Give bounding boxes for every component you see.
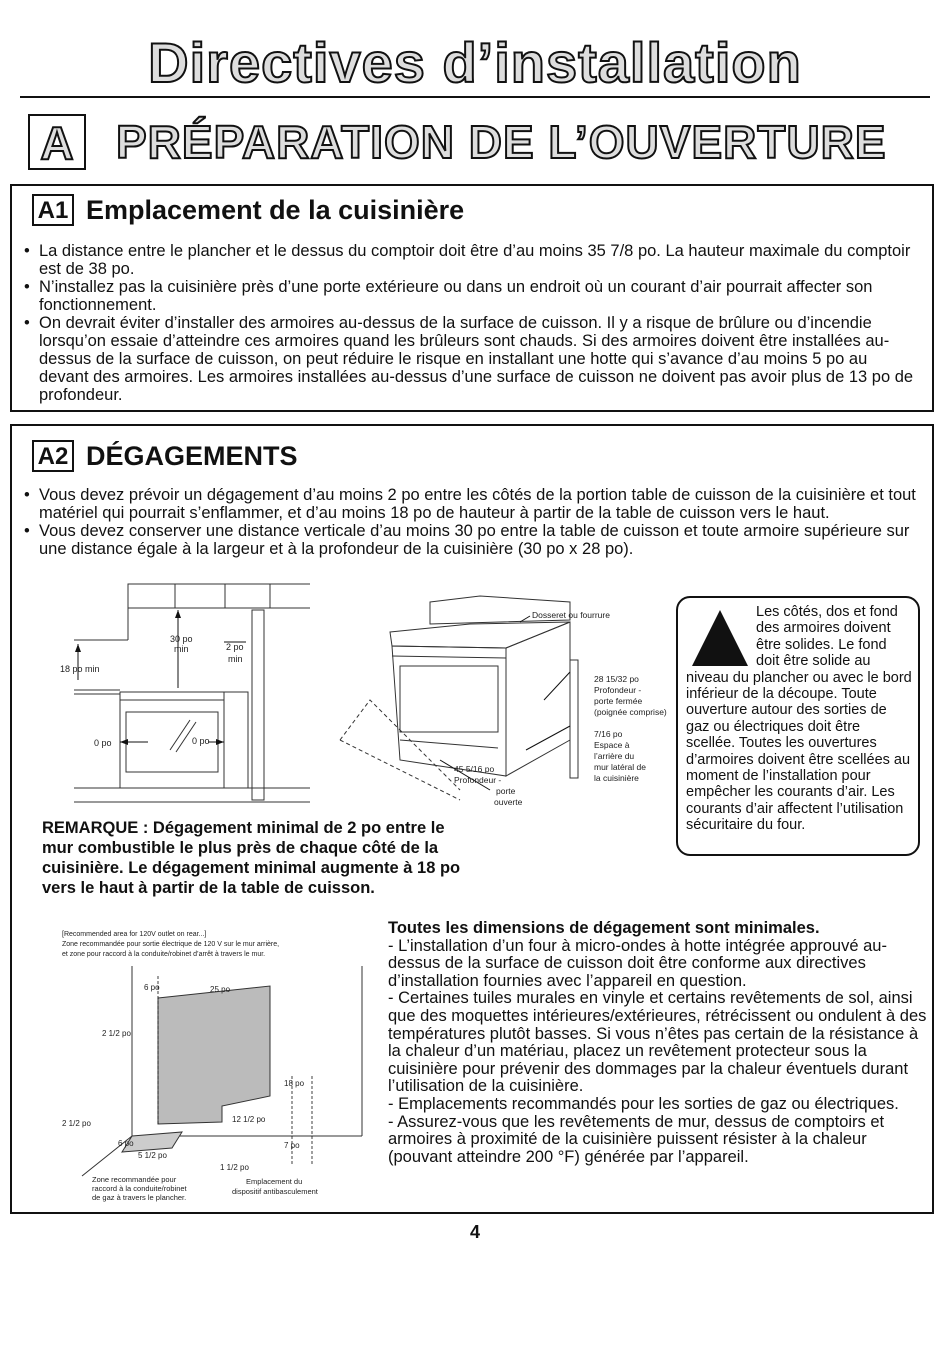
outlet-dim: 25 po	[210, 985, 231, 994]
range-label: ouverte	[494, 797, 523, 807]
a2-badge: A2	[32, 440, 74, 472]
outlet-note: Emplacement du	[246, 1177, 303, 1186]
outlet-dim: 1 1/2 po	[220, 1163, 249, 1172]
a1-heading	[32, 194, 464, 226]
a2-heading	[32, 440, 298, 472]
warning-text: Les côtés, dos et fond des armoires doivent être solides. Le fond doit être solide au niveau du plancher ou avec le bord inférieur de la découpe. Toute ouverture autour des sorties de gaz ou électriques doit être scellée. Toutes les ouvertures d’armoires doivent être scellées au moment de l’installation pour empêcher les courants d’air. Les courants d’air affectent l’utilisation sécuritaire du four.	[686, 604, 912, 834]
outlet-note: de gaz à travers le plancher.	[92, 1193, 187, 1202]
a1-bullet: • N’installez pas la cuisinière près d’une porte extérieure ou dans un endroit où un courant d’air pourrait affecter son fonctionnement.	[22, 278, 920, 314]
outlet-dim: 2 1/2 po	[102, 1029, 131, 1038]
clearance-label: 30 po	[170, 634, 193, 644]
a2-title: DÉGAGEMENTS	[86, 440, 298, 471]
range-label: 45 5/16 po	[454, 764, 495, 774]
outlet-zone	[158, 986, 270, 1124]
note-item: - Assurez-vous que les revêtements de mur, dessus de comptoirs et armoires à proximité de la cuisinière puissent résister à la chaleur (pouvant atteindre 200 °F) générée par l’appareil.	[388, 1112, 885, 1166]
range-label: 7/16 po	[594, 729, 623, 739]
range-label: porte	[496, 786, 516, 796]
range-label: Espace à	[594, 740, 630, 750]
note-item: - Emplacements recommandés pour les sorties de gaz ou électriques.	[388, 1094, 899, 1113]
outlet-dim: 6 po	[144, 983, 160, 992]
a1-title: Emplacement de la cuisinière	[86, 194, 465, 225]
clearance-label: 2 po	[226, 642, 244, 652]
notes-column	[388, 920, 933, 1166]
outlet-note: raccord à la conduite/robinet	[92, 1184, 187, 1193]
outlet-diagram	[62, 926, 382, 1202]
title-rule	[20, 96, 930, 98]
clearance-label: 0 po	[94, 738, 112, 748]
section-a-title: PRÉPARATION DE L’OUVERTURE	[116, 116, 887, 168]
outlet-dim: 18 po	[284, 1079, 305, 1088]
outlet-caption: et zone pour raccord à la conduite/robinet d’arrêt à travers le mur.	[62, 951, 266, 958]
outlet-note: Zone recommandée pour	[92, 1175, 177, 1184]
range-label: la cuisinière	[594, 773, 639, 783]
range-label: Profondeur -	[454, 775, 502, 785]
remark-text: REMARQUE : Dégagement minimal de 2 po entre le mur combustible le plus près de chaque côté de la cuisinière. Le dégagement minimal augmente à 18 po vers le haut à partir de la table de cuisson.	[42, 819, 461, 897]
outlet-caption: [Recommended area for 120V outlet on rear...]	[62, 931, 207, 938]
outlet-dim: 6 po	[118, 1139, 134, 1148]
range-label: Profondeur -	[594, 685, 642, 695]
a2-bullet: • Vous devez prévoir un dégagement d’au moins 2 po entre les côtés de la portion table de cuisson de la cuisinière et tout matériel qui pourrait s’enflammer, et d’au moins 18 po de hauteur à partir de la table de cuisson vers le haut.	[22, 486, 920, 522]
clearance-label: 0 po	[192, 736, 210, 746]
section-a-badge: A	[28, 114, 86, 170]
outlet-dim: 5 1/2 po	[138, 1151, 167, 1160]
notes-heading: Toutes les dimensions de dégagement sont minimales.	[388, 919, 820, 937]
page-number: 4	[469, 1222, 480, 1242]
range-label: l’arrière du	[594, 751, 635, 761]
clearance-label: min	[228, 654, 243, 664]
range-label: Dosseret ou fourrure	[532, 610, 610, 620]
outlet-dim: 7 po	[284, 1141, 300, 1150]
a2-bullet-list	[22, 486, 920, 558]
section-a-heading	[28, 112, 887, 172]
outlet-note: dispositif antibasculement	[232, 1187, 318, 1196]
warning-triangle-icon	[690, 608, 750, 668]
clearance-diagram	[60, 580, 310, 810]
warning-box	[676, 596, 920, 856]
a1-bullet: • On devrait éviter d’installer des armoires au-dessus de la surface de cuisson. Il y a risque de brûlure ou d’incendie lorsqu’on essaie d’atteindre ces armoires quand les brûleurs sont chauds. Si des armoires doivent être installées au-dessus de la surface de cuisson, on peut réduire le risque en installant une hotte qui s’avance d’au moins 5 po au devant des armoires. Les armoires installées au-dessus d’une surface de cuisson ne doivent pas avoir plus de 13 po de profondeur.	[22, 314, 920, 404]
outlet-dim: 2 1/2 po	[62, 1119, 91, 1128]
clearance-label: min	[174, 644, 189, 654]
range-diagram	[330, 590, 670, 815]
panel-a1	[10, 184, 934, 412]
range-label: porte fermée	[594, 696, 643, 706]
range-label: mur latéral de	[594, 762, 646, 772]
a1-bullet: • La distance entre le plancher et le dessus du comptoir doit être d’au moins 35 7/8 po. La hauteur maximale du comptoir est de 38 po.	[22, 242, 920, 278]
clearance-label: 18 po min	[60, 664, 100, 674]
outlet-dim: 12 1/2 po	[232, 1115, 266, 1124]
a2-bullet: • Vous devez conserver une distance verticale d’au moins 30 po entre la table de cuisson et toute armoire supérieure sur une distance égale à la largeur et à la profondeur de la cuisinière (30 po x 28 po).	[22, 522, 920, 558]
range-label: 28 15/32 po	[594, 674, 639, 684]
range-label: (poignée comprise)	[594, 707, 667, 717]
note-item: - Certaines tuiles murales en vinyle et certains revêtements de sol, ainsi que des moquettes intérieures/extérieures, rétrécissent ou ondulent à des températures plutôt basses. Si vous n’êtes pas certain de la résistance à la chaleur d’un matériau, placez un revêtement protecteur sous la cuisinière pour prévenir des dommages par la chaleur éventuels durant l’utilisation de la cuisinière.	[388, 989, 927, 1096]
a1-bullet-list	[22, 242, 920, 404]
note-item: - L’installation d’un four à micro-ondes à hotte intégrée approuvé au-dessus de la surface de cuisson doit être conforme aux directives d’installation fournies avec l’appareil en question.	[388, 936, 887, 990]
outlet-caption: Zone recommandée pour sortie électrique de 120 V sur le mur arrière,	[62, 941, 280, 948]
page-title: Directives d’installation	[148, 31, 802, 94]
a1-badge: A1	[32, 194, 74, 226]
